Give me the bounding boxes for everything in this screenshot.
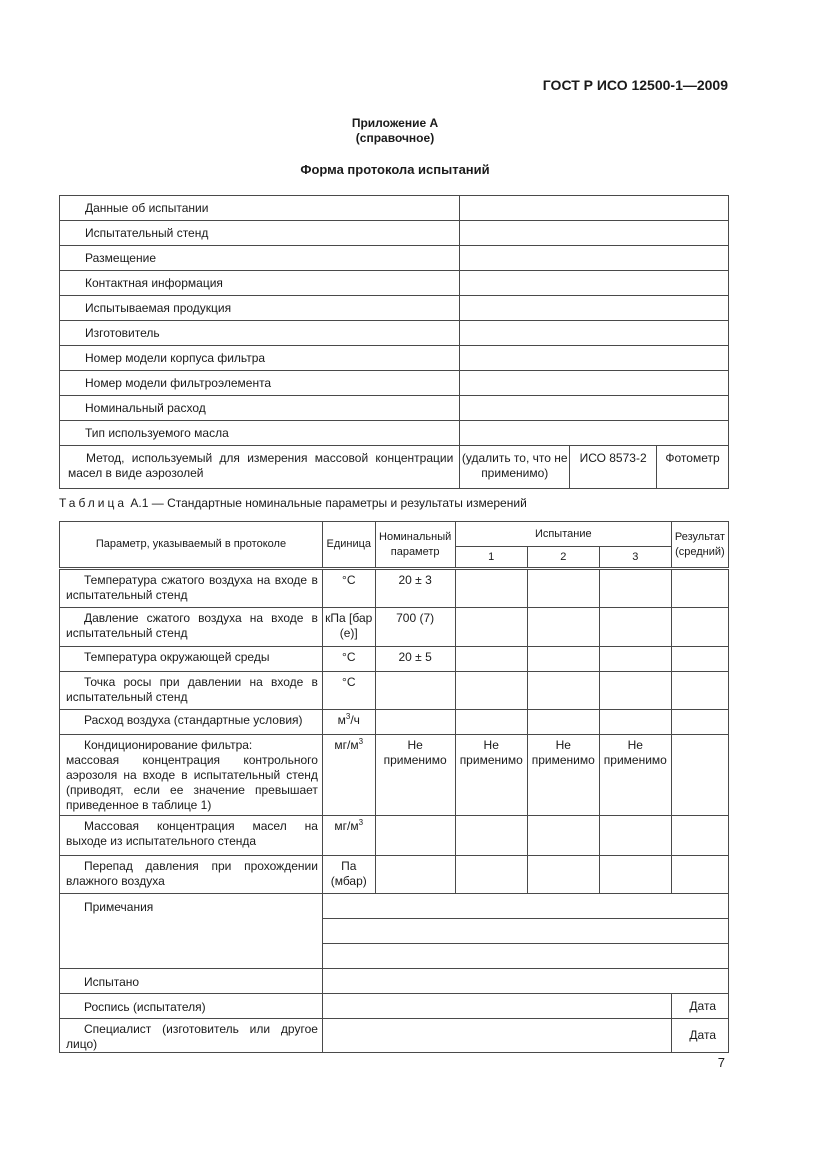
- result-cell[interactable]: [671, 710, 728, 735]
- test-1-cell[interactable]: [455, 710, 527, 735]
- unit-base: м: [337, 713, 346, 727]
- nominal-cell: 20 ± 5: [375, 647, 455, 672]
- table-caption-prefix: Таблица: [59, 496, 128, 510]
- nominal-cell: [375, 856, 455, 894]
- info-row-label: Испытательный стенд: [60, 221, 460, 246]
- test-2-cell[interactable]: [527, 816, 599, 856]
- specialist-label: Специалист (изготовитель или другое лицо): [60, 1019, 323, 1053]
- info-row-value[interactable]: [460, 396, 729, 421]
- annex-title: Приложение А: [351, 116, 439, 130]
- unit-cell: °C: [322, 672, 375, 710]
- tested-value[interactable]: [322, 969, 728, 994]
- method-option-iso[interactable]: ИСО 8573-2: [570, 446, 657, 489]
- param-cell: Точка росы при давлении на входе в испытательный стенд: [60, 672, 323, 710]
- header-test-2: 2: [527, 547, 599, 569]
- table-row: [60, 856, 729, 894]
- table-row: [60, 816, 729, 856]
- table-row: [60, 735, 729, 816]
- test-1-cell[interactable]: [455, 608, 527, 647]
- document-code: ГОСТ Р ИСО 12500-1—2009: [542, 77, 728, 93]
- unit-base: мг/м: [334, 819, 359, 833]
- unit-cell: [322, 735, 375, 816]
- info-row-value[interactable]: [460, 246, 729, 271]
- method-label: Метод, используемый для измерения массовой концентрации масел в виде аэрозолей: [60, 446, 460, 489]
- table-row: [60, 608, 729, 647]
- result-cell[interactable]: [671, 672, 728, 710]
- specialist-value[interactable]: [322, 1019, 671, 1053]
- notes-line[interactable]: [322, 919, 728, 944]
- info-row-label: Номинальный расход: [60, 396, 460, 421]
- header-test-1: 1: [455, 547, 527, 569]
- unit-cell: [322, 816, 375, 856]
- info-row-label: Контактная информация: [60, 271, 460, 296]
- table-row: [60, 647, 729, 672]
- unit-tail: /ч: [350, 713, 360, 727]
- test-1-cell[interactable]: [455, 672, 527, 710]
- param-cell: Температура сжатого воздуха на входе в испытательный стенд: [60, 569, 323, 608]
- annex-heading: [0, 116, 790, 146]
- notes-line[interactable]: [322, 944, 728, 969]
- header-result: Результат (средний): [671, 522, 728, 569]
- test-1-cell: Не применимо: [455, 735, 527, 816]
- signature-value[interactable]: [322, 994, 671, 1019]
- nominal-cell: 20 ± 3: [375, 569, 455, 608]
- test-3-cell: Не применимо: [599, 735, 671, 816]
- unit-cell: [322, 710, 375, 735]
- unit-cell: °C: [322, 647, 375, 672]
- test-2-cell[interactable]: [527, 569, 599, 608]
- test-3-cell[interactable]: [599, 608, 671, 647]
- header-test: Испытание: [455, 522, 671, 547]
- test-1-cell[interactable]: [455, 856, 527, 894]
- test-2-cell[interactable]: [527, 608, 599, 647]
- test-2-cell: Не применимо: [527, 735, 599, 816]
- info-row-value[interactable]: [460, 221, 729, 246]
- test-2-cell[interactable]: [527, 856, 599, 894]
- info-row-label: Номер модели фильтроэлемента: [60, 371, 460, 396]
- result-cell[interactable]: [671, 735, 728, 816]
- param-cell: Давление сжатого воздуха на входе в испытательный стенд: [60, 608, 323, 647]
- param-cell: Температура окружающей среды: [60, 647, 323, 672]
- param-line-2: массовая концентрация контрольного аэрозоля на входе в испытательный стенд (приводят, если ее значение превышает приведенное в таблице 1): [66, 753, 318, 812]
- unit-sup: 3: [358, 818, 364, 827]
- date-label: Дата: [671, 1019, 728, 1053]
- header-unit: Единица: [322, 522, 375, 569]
- result-cell[interactable]: [671, 816, 728, 856]
- param-cell: [60, 735, 323, 816]
- unit-sup: 3: [345, 712, 351, 721]
- info-row-label: Размещение: [60, 246, 460, 271]
- result-cell[interactable]: [671, 608, 728, 647]
- test-3-cell[interactable]: [599, 856, 671, 894]
- test-1-cell[interactable]: [455, 647, 527, 672]
- notes-label: Примечания: [60, 894, 323, 969]
- info-row-value[interactable]: [460, 371, 729, 396]
- info-row-label: Номер модели корпуса фильтра: [60, 346, 460, 371]
- info-row-value[interactable]: [460, 196, 729, 221]
- test-3-cell[interactable]: [599, 710, 671, 735]
- param-cell: Перепад давления при прохождении влажного воздуха: [60, 856, 323, 894]
- unit-cell: °C: [322, 569, 375, 608]
- method-option-note: (удалить то, что не применимо): [460, 446, 570, 489]
- annex-note: (справочное): [355, 131, 435, 145]
- header-param: Параметр, указываемый в протоколе: [60, 522, 323, 569]
- test-2-cell[interactable]: [527, 710, 599, 735]
- nominal-cell: 700 (7): [375, 608, 455, 647]
- result-cell[interactable]: [671, 856, 728, 894]
- info-row-value[interactable]: [460, 296, 729, 321]
- info-row-value[interactable]: [460, 321, 729, 346]
- test-2-cell[interactable]: [527, 647, 599, 672]
- param-line-1: Кондиционирование фильтра:: [84, 738, 253, 752]
- result-cell[interactable]: [671, 647, 728, 672]
- info-row-value[interactable]: [460, 346, 729, 371]
- unit-base: мг/м: [334, 738, 359, 752]
- table-row: [60, 672, 729, 710]
- param-cell: Расход воздуха (стандартные условия): [60, 710, 323, 735]
- nominal-cell: [375, 816, 455, 856]
- info-row-label: Испытываемая продукция: [60, 296, 460, 321]
- test-3-cell[interactable]: [599, 647, 671, 672]
- info-row-label: Тип используемого масла: [60, 421, 460, 446]
- unit-sup: 3: [358, 737, 364, 746]
- test-1-cell[interactable]: [455, 816, 527, 856]
- nominal-cell: Не применимо: [375, 735, 455, 816]
- unit-cell: Па (мбар): [322, 856, 375, 894]
- method-option-photometer[interactable]: Фотометр: [657, 446, 729, 489]
- table-caption-text: А.1 — Стандартные номинальные параметры и результаты измерений: [127, 496, 527, 510]
- table-caption: [59, 496, 527, 510]
- nominal-cell: [375, 672, 455, 710]
- info-row-label: Изготовитель: [60, 321, 460, 346]
- table-row: [60, 710, 729, 735]
- test-info-table: [59, 195, 729, 489]
- form-title: Форма протокола испытаний: [300, 162, 490, 177]
- test-3-cell[interactable]: [599, 569, 671, 608]
- info-row-value[interactable]: [460, 271, 729, 296]
- tested-label: Испытано: [60, 969, 323, 994]
- info-row-label: Данные об испытании: [60, 196, 460, 221]
- info-row-value[interactable]: [460, 421, 729, 446]
- test-3-cell[interactable]: [599, 816, 671, 856]
- test-1-cell[interactable]: [455, 569, 527, 608]
- header-test-3: 3: [599, 547, 671, 569]
- result-cell[interactable]: [671, 569, 728, 608]
- results-table: [59, 521, 729, 1053]
- table-row: [60, 569, 729, 608]
- test-3-cell[interactable]: [599, 672, 671, 710]
- param-cell: Массовая концентрация масел на выходе из испытательного стенда: [60, 816, 323, 856]
- unit-cell: кПа [бар (е)]: [322, 608, 375, 647]
- notes-line[interactable]: [322, 894, 728, 919]
- signature-label: Роспись (испытателя): [60, 994, 323, 1019]
- page-number: 7: [717, 1055, 725, 1070]
- test-2-cell[interactable]: [527, 672, 599, 710]
- date-label: Дата: [671, 994, 728, 1019]
- header-nominal: Номинальный параметр: [375, 522, 455, 569]
- nominal-cell: [375, 710, 455, 735]
